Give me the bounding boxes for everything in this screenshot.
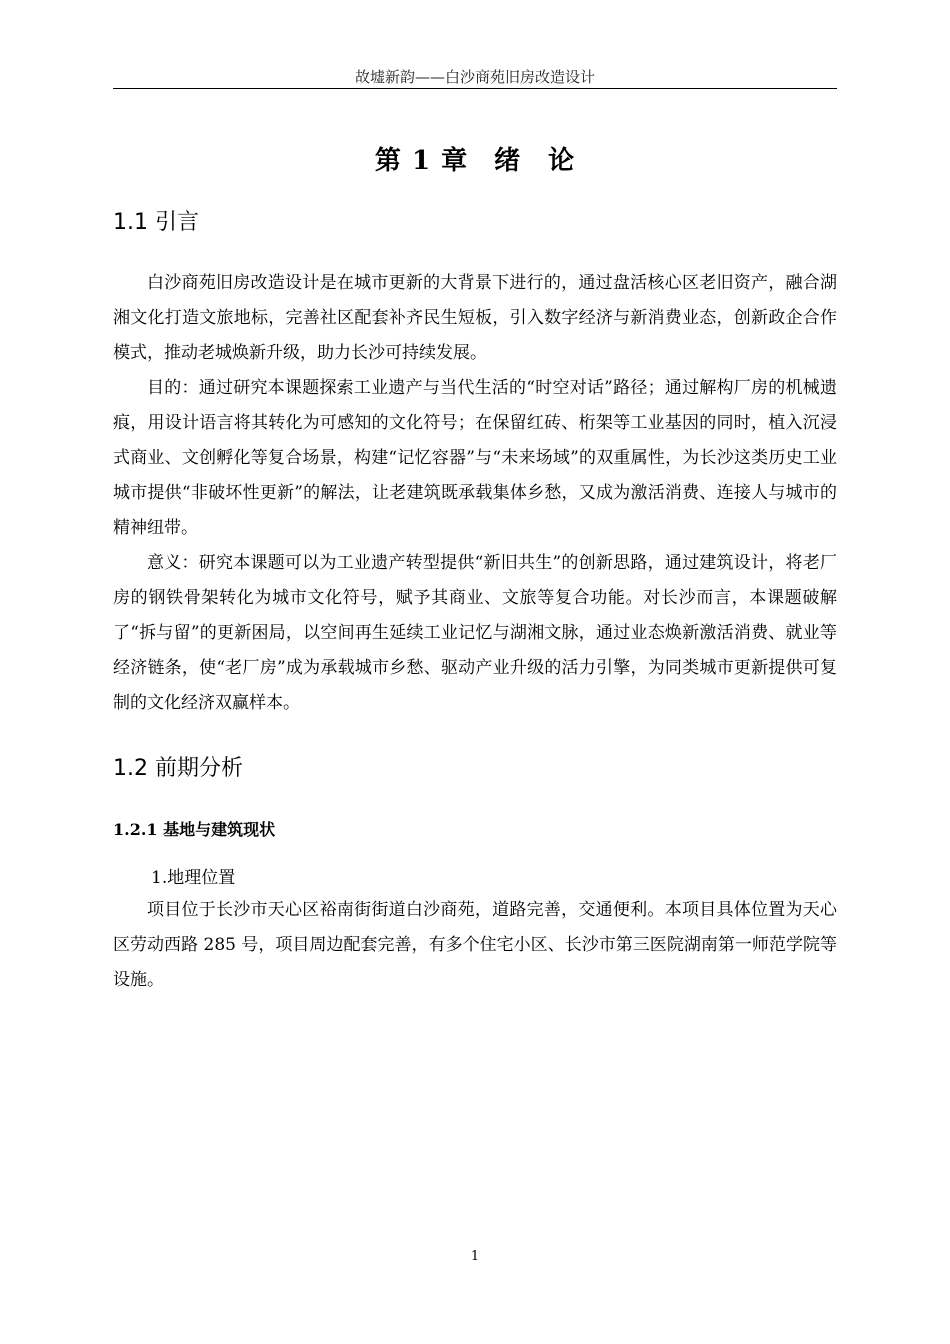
chapter-number: 第 1 章 bbox=[374, 146, 469, 176]
subsection-heading-1-2-1: 1.2.1 基地与建筑现状 bbox=[113, 820, 276, 839]
section-heading-1-1: 1.1 引言 bbox=[113, 210, 199, 235]
chapter-title bbox=[113, 140, 837, 177]
paragraph-significance: 意义：研究本课题可以为工业遗产转型提供“新旧共生”的创新思路，通过建筑设计，将老厂房的钢铁骨架转化为城市文化符号，赋予其商业、文旅等复合功能。对长沙而言，本课题破解了“拆与留”的更新困局，以空间再生延续工业记忆与湖湘文脉，通过业态焕新激活消费、就业等经济链条，使“老厂房”成为承载城市乡愁、驱动产业升级的活力引擎，为同类城市更新提供可复制的文化经济双赢样本。 bbox=[113, 553, 837, 713]
paragraph-intro: 白沙商苑旧房改造设计是在城市更新的大背景下进行的，通过盘活核心区老旧资产，融合湖湘文化打造文旅地标，完善社区配套补齐民生短板，引入数字经济与新消费业态，创新政企合作模式，推动老城焕新升级，助力长沙可持续发展。 bbox=[113, 273, 837, 363]
header-rule bbox=[113, 88, 837, 89]
running-header: 故墟新韵——白沙商苑旧房改造设计 bbox=[354, 68, 595, 86]
section-heading-1-2: 1.2 前期分析 bbox=[113, 756, 243, 781]
paragraph-purpose: 目的：通过研究本课题探索工业遗产与当代生活的“时空对话”路径；通过解构厂房的机械遗痕，用设计语言将其转化为可感知的文化符号；在保留红砖、桁架等工业基因的同时，植入沉浸式商业、文创孵化等复合场景，构建“记忆容器”与“未来场域”的双重属性，为长沙这类历史工业城市提供“非破坏性更新”的解法，让老建筑既承载集体乡愁，又成为激活消费、连接人与城市的精神纽带。 bbox=[113, 378, 837, 538]
list-item-location: 1.地理位置 bbox=[151, 868, 236, 888]
chapter-name: 绪 论 bbox=[494, 146, 576, 176]
page-number: 1 bbox=[470, 1249, 480, 1264]
paragraph-location: 项目位于长沙市天心区裕南街街道白沙商苑，道路完善，交通便利。本项目具体位置为天心区劳动西路 285 号，项目周边配套完善，有多个住宅小区、长沙市第三医院湖南第一师范学院等设施。 bbox=[113, 900, 837, 990]
